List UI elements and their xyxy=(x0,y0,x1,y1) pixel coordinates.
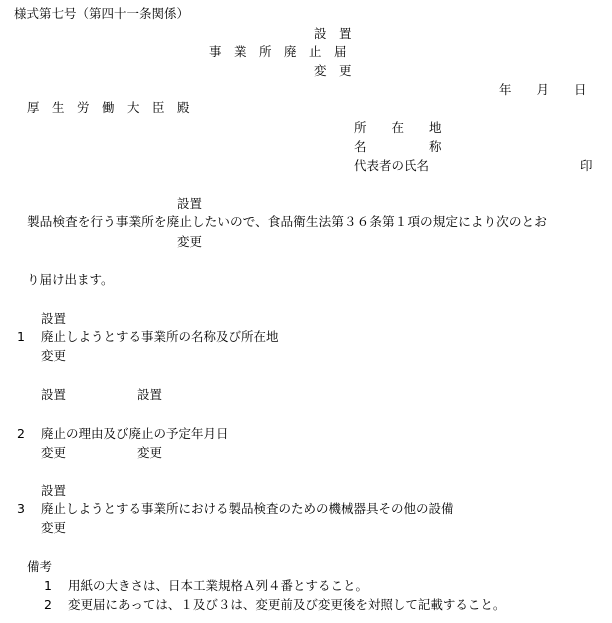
item-2-number: 2 xyxy=(17,426,25,441)
form-title: 事 業 所 廃 止 届 xyxy=(209,44,347,59)
item-1-text: 廃止しようとする事業所の名称及び所在地 xyxy=(41,329,279,344)
item-3-number: 3 xyxy=(17,501,25,516)
address-label: 所 在 地 xyxy=(354,120,442,135)
form-label: 様式第七号（第四十一条関係） xyxy=(14,6,190,21)
item-1-option-change: 変更 xyxy=(41,348,67,363)
item-2-option-setup-a: 設置 xyxy=(41,387,67,402)
item-3-option-setup: 設置 xyxy=(41,483,67,498)
note-2-number: 2 xyxy=(44,597,52,612)
note-1-text: 用紙の大きさは、日本工業規格Ａ列４番とすること。 xyxy=(68,578,369,593)
note-1-number: 1 xyxy=(44,578,52,593)
body-option-change: 変更 xyxy=(177,234,203,249)
body-text-line-1: 製品検査を行う事業所を廃止したいので、食品衛生法第３６条第１項の規定により次のとお xyxy=(27,214,547,229)
item-2-text: 廃止の理由及び廃止の予定年月日 xyxy=(41,426,229,441)
note-2-text: 変更届にあっては、１及び３は、変更前及び変更後を対照して記載すること。 xyxy=(68,597,506,612)
item-2-option-setup-b: 設置 xyxy=(137,387,163,402)
item-3-text: 廃止しようとする事業所における製品検査のための機械器具その他の設備 xyxy=(41,501,454,516)
representative-label: 代表者の氏名 xyxy=(354,158,430,173)
addressee: 厚 生 労 働 大 臣 殿 xyxy=(27,100,190,115)
title-option-change: 変 更 xyxy=(314,63,352,78)
body-option-setup: 設置 xyxy=(177,196,203,211)
item-2-option-change-b: 変更 xyxy=(137,445,163,460)
item-2-option-change-a: 変更 xyxy=(41,445,67,460)
name-label: 名 称 xyxy=(354,139,442,154)
item-1-number: 1 xyxy=(17,329,25,344)
seal-mark: 印 xyxy=(580,158,593,173)
item-3-option-change: 変更 xyxy=(41,520,67,535)
date-line: 年 月 日 xyxy=(499,82,587,97)
item-1-option-setup: 設置 xyxy=(41,311,67,326)
body-text-line-2: り届け出ます。 xyxy=(27,272,114,287)
title-option-setup: 設 置 xyxy=(314,26,352,41)
notes-heading: 備考 xyxy=(27,559,53,574)
